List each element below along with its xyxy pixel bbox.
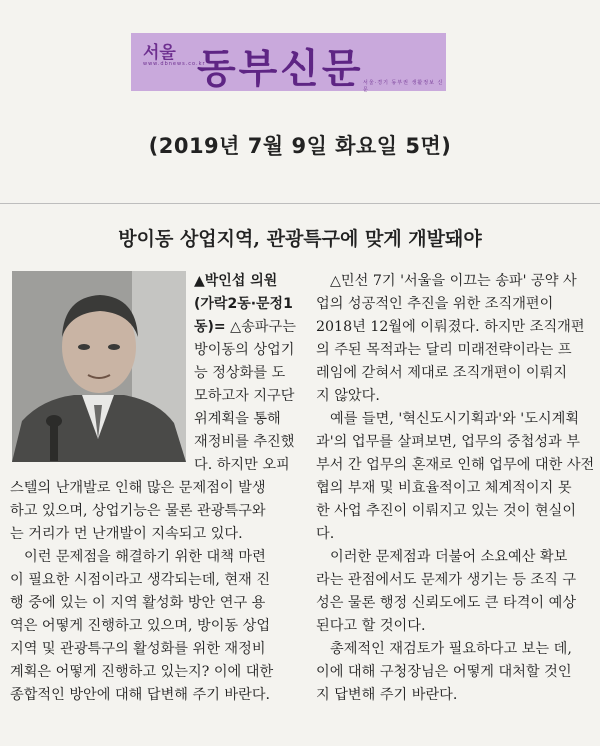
text-line: 2018년 12월에 이뤄졌다. 하지만 조직개편 bbox=[316, 319, 585, 335]
text-line: 부서 간 업무의 혼재로 인해 업무에 대한 사전 bbox=[316, 457, 595, 473]
text-line: 이런 문제점을 해결하기 위한 대책 마련 bbox=[24, 549, 266, 565]
text-line: 지역 및 관광특구의 활성화를 위한 재정비 bbox=[10, 641, 266, 657]
text-line: 이 필요한 시점이라고 생각되는데, 현재 진 bbox=[10, 572, 271, 588]
text-line: 다. 하지만 오피 bbox=[194, 457, 290, 473]
text-line: △민선 7기 '서울을 이끄는 송파' 공약 사 bbox=[330, 273, 577, 289]
text-line: 이러한 문제점과 더불어 소요예산 확보 bbox=[330, 549, 568, 565]
text-line: 다. bbox=[316, 526, 335, 542]
speaker-line: 동)= bbox=[194, 319, 226, 335]
text-line: △송파구는 bbox=[230, 319, 296, 335]
masthead-tagline: www.dbnews.co.kr bbox=[143, 61, 206, 67]
speaker-line: (가락2동·문정1 bbox=[194, 296, 293, 312]
masthead-title: 동부신문 bbox=[197, 45, 364, 92]
text-line: 종합적인 방안에 대해 답변해 주기 바란다. bbox=[10, 687, 271, 703]
text-line: 레임에 갇혀서 제대로 조직개편이 이뤄지 bbox=[316, 365, 568, 381]
text-line: 위계획을 통해 bbox=[194, 411, 281, 427]
text-line: 모하고자 지구단 bbox=[194, 388, 295, 404]
text-line: 의 주된 목적과는 달리 미래전략이라는 프 bbox=[316, 342, 572, 358]
text-line: 계획은 어떻게 진행하고 있는지? 이에 대한 bbox=[10, 664, 274, 680]
article-column-right bbox=[316, 270, 595, 707]
text-line: 행 중에 있는 이 지역 활성화 방안 연구 용 bbox=[10, 595, 266, 611]
text-line: 지 답변해 주기 바란다. bbox=[316, 687, 458, 703]
text-line: 된다고 할 것이다. bbox=[316, 618, 426, 634]
text-line: 성은 물론 행정 신뢰도에도 큰 타격이 예상 bbox=[316, 595, 577, 611]
speaker-line: ▲박인섭 의원 bbox=[194, 273, 278, 289]
text-line: 는 거리가 먼 난개발이 지속되고 있다. bbox=[10, 526, 243, 542]
text-line: 재정비를 추진했 bbox=[194, 434, 295, 450]
text-line: 방이동의 상업기 bbox=[194, 342, 295, 358]
section-divider bbox=[0, 203, 600, 204]
masthead-subline: 서울·경기 동부권 생활정보 신문 bbox=[363, 80, 444, 93]
text-line: 과'의 업무를 살펴보면, 업무의 중첩성과 부 bbox=[316, 434, 580, 450]
masthead-logo bbox=[131, 33, 446, 91]
text-line: 한 사업 추진이 이뤄지고 있는 것이 현실이 bbox=[316, 503, 577, 519]
text-line: 협의 부재 및 비효율적이고 체계적이지 못 bbox=[316, 480, 572, 496]
article-column-left bbox=[10, 270, 300, 707]
text-line: 예를 들면, '혁신도시기획과'와 '도시계획 bbox=[330, 411, 580, 427]
text-line: 라는 관점에서도 문제가 생기는 등 조직 구 bbox=[316, 572, 577, 588]
text-line: 하고 있으며, 상업기능은 물론 관광특구와 bbox=[10, 503, 266, 519]
text-line: 총제적인 재검토가 필요하다고 보는 데, bbox=[330, 641, 572, 657]
article-headline: 방이동 상업지역, 관광특구에 맞게 개발돼야 bbox=[118, 228, 482, 250]
text-line: 지 않았다. bbox=[316, 388, 380, 404]
text-line: 업의 성공적인 추진을 위한 조직개편이 bbox=[316, 296, 554, 312]
text-line: 능 정상화를 도 bbox=[194, 365, 286, 381]
text-line: 이에 대해 구청장님은 어떻게 대처할 것인 bbox=[316, 664, 572, 680]
publication-dateline: (2019년 7월 9일 화요일 5면) bbox=[148, 134, 452, 158]
text-line: 역은 어떻게 진행하고 있으며, 방이동 상업 bbox=[10, 618, 271, 634]
masthead-small-label: 서울 bbox=[143, 43, 176, 63]
text-line: 스텔의 난개발로 인해 많은 문제점이 발생 bbox=[10, 480, 266, 496]
